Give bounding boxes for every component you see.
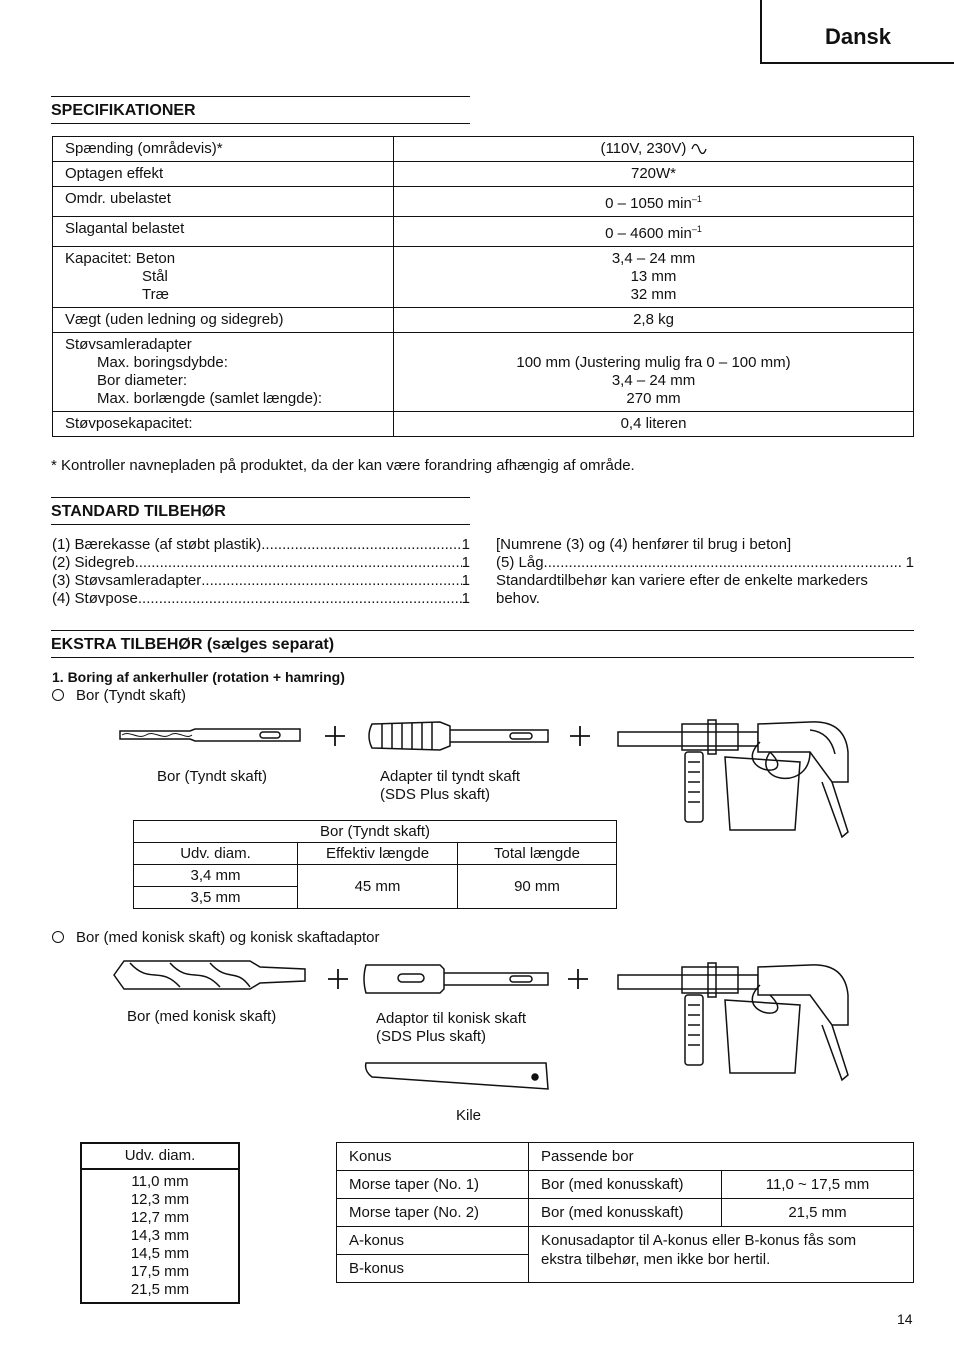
spec-row bbox=[53, 412, 914, 437]
table-cell: 90 mm bbox=[458, 865, 617, 909]
table-header: Effektiv længde bbox=[298, 843, 458, 865]
table-header: Passende bor bbox=[529, 1143, 914, 1171]
spec-row bbox=[53, 162, 914, 187]
spec-row-capacity bbox=[53, 247, 914, 308]
sds-adapter-icon bbox=[369, 722, 548, 750]
spec-row-dust bbox=[53, 333, 914, 412]
language-tab bbox=[760, 0, 954, 64]
table-cell: 11,0 mm 12,3 mm 12,7 mm 14,3 mm 14,5 mm 17,5 mm 21,5 mm bbox=[81, 1169, 239, 1303]
diameter-table bbox=[80, 1142, 240, 1304]
page-number: 14 bbox=[897, 1311, 913, 1327]
table-cell: 45 mm bbox=[298, 865, 458, 909]
table-cell: Bor (med konusskaft) bbox=[529, 1171, 722, 1199]
spec-row bbox=[53, 308, 914, 333]
plus-icon bbox=[325, 726, 345, 746]
table-cell: Konusadaptor til A-konus eller B-konus fås som ekstra tilbehør, men ikke bor hertil. bbox=[529, 1227, 914, 1283]
hammer-drill-icon bbox=[618, 720, 848, 837]
table-header: Udv. diam. bbox=[81, 1143, 239, 1169]
plus-icon bbox=[568, 969, 588, 989]
plus-icon bbox=[570, 726, 590, 746]
spec-row bbox=[53, 137, 914, 162]
list-item: (5) Låg ..... 1 bbox=[496, 554, 914, 572]
thin-shank-table bbox=[133, 820, 617, 909]
standard-notes bbox=[496, 536, 914, 608]
circle-bullet-icon bbox=[52, 931, 64, 943]
caption-wedge: Kile bbox=[456, 1107, 482, 1124]
spec-label: Slagantal belastet bbox=[53, 217, 394, 247]
table-cell: 3,4 mm bbox=[134, 865, 298, 887]
extra-subheading: 1. Boring af ankerhuller (rotation + hamring) bbox=[52, 669, 345, 685]
table-cell: 21,5 mm bbox=[722, 1199, 914, 1227]
standard-note: Standardtilbehør kan variere efter de enkelte markeders behov. bbox=[496, 572, 868, 607]
spec-value: (110V, 230V) bbox=[394, 137, 914, 162]
spec-value: 720W* bbox=[394, 162, 914, 187]
table-cell: 11,0 ~ 17,5 mm bbox=[722, 1171, 914, 1199]
standard-note: [Numrene (3) og (4) henfører til brug i beton] bbox=[496, 536, 792, 553]
spec-value: 3,4 – 24 mm 13 mm 32 mm bbox=[394, 247, 914, 308]
caption-sds-adapter: Adapter til tyndt skaft (SDS Plus skaft) bbox=[380, 768, 521, 803]
bullet-item: Bor (Tyndt skaft) bbox=[52, 687, 186, 704]
spec-label: Spænding (områdevis)* bbox=[53, 137, 394, 162]
spec-table bbox=[52, 136, 914, 437]
list-item: (2) Sidegreb ..... 1 bbox=[52, 554, 470, 572]
spec-value: 0 – 1050 $\min^{-1}$ bbox=[394, 187, 914, 217]
spec-row bbox=[53, 217, 914, 247]
table-header: Udv. diam. bbox=[134, 843, 298, 865]
spec-label: Optagen effekt bbox=[53, 162, 394, 187]
caption-taper-adapter: Adaptor til konisk skaft (SDS Plus skaft) bbox=[376, 1010, 527, 1045]
table-cell: A-konus bbox=[337, 1227, 529, 1255]
spec-label: Støvsamleradapter Max. boringsdybde: Bor diameter: Max. borlængde (samlet længde): bbox=[53, 333, 394, 412]
table-title: Bor (Tyndt skaft) bbox=[134, 821, 617, 843]
taper-table bbox=[336, 1142, 914, 1283]
taper-adapter-icon bbox=[364, 965, 548, 993]
bullet-item: Bor (med konisk skaft) og konisk skaftadaptor bbox=[52, 929, 379, 946]
table-cell: Morse taper (No. 1) bbox=[337, 1171, 529, 1199]
extra-heading: EKSTRA TILBEHØR (sælges separat) bbox=[51, 630, 914, 658]
spec-heading: SPECIFIKATIONER bbox=[51, 96, 470, 124]
table-cell: B-konus bbox=[337, 1255, 529, 1283]
caption-taper-bit: Bor (med konisk skaft) bbox=[127, 1008, 277, 1025]
language-label: Dansk bbox=[824, 24, 891, 49]
spec-label: Kapacitet: Beton Stål Træ bbox=[53, 247, 394, 308]
spec-row bbox=[53, 187, 914, 217]
spec-footnote: * Kontroller navnepladen på produktet, da der kan være forandring afhængig af område. bbox=[51, 457, 635, 474]
spec-label: Omdr. ubelastet bbox=[53, 187, 394, 217]
taper-bit-icon bbox=[114, 961, 305, 989]
standard-heading: STANDARD TILBEHØR bbox=[51, 497, 470, 525]
hammer-drill-icon bbox=[618, 963, 848, 1080]
list-item: (1) Bærekasse (af støbt plastik) ..... 1 bbox=[52, 536, 470, 554]
plus-icon bbox=[328, 969, 348, 989]
table-cell: Bor (med konusskaft) bbox=[529, 1199, 722, 1227]
circle-bullet-icon bbox=[52, 689, 64, 701]
sds-bit-icon bbox=[120, 729, 300, 741]
caption-sds-bit: Bor (Tyndt skaft) bbox=[157, 768, 268, 785]
table-header: Konus bbox=[337, 1143, 529, 1171]
wedge-icon bbox=[366, 1063, 548, 1089]
spec-value: 0,4 literen bbox=[394, 412, 914, 437]
spec-value: 0 – 4600 $\min^{-1}$ bbox=[394, 217, 914, 247]
table-cell: 3,5 mm bbox=[134, 887, 298, 909]
spec-label: Vægt (uden ledning og sidegreb) bbox=[53, 308, 394, 333]
standard-list bbox=[52, 536, 470, 608]
list-item: (3) Støvsamleradapter ..... 1 bbox=[52, 572, 470, 590]
table-header: Total længde bbox=[458, 843, 617, 865]
spec-value: 2,8 kg bbox=[394, 308, 914, 333]
spec-label: Støvposekapacitet: bbox=[53, 412, 394, 437]
list-item: (4) Støvpose ..... 1 bbox=[52, 590, 470, 608]
spec-value: 100 mm (Justering mulig fra 0 – 100 mm) 3,4 – 24 mm 270 mm bbox=[394, 333, 914, 412]
ac-wave-icon bbox=[691, 143, 707, 155]
table-cell: Morse taper (No. 2) bbox=[337, 1199, 529, 1227]
